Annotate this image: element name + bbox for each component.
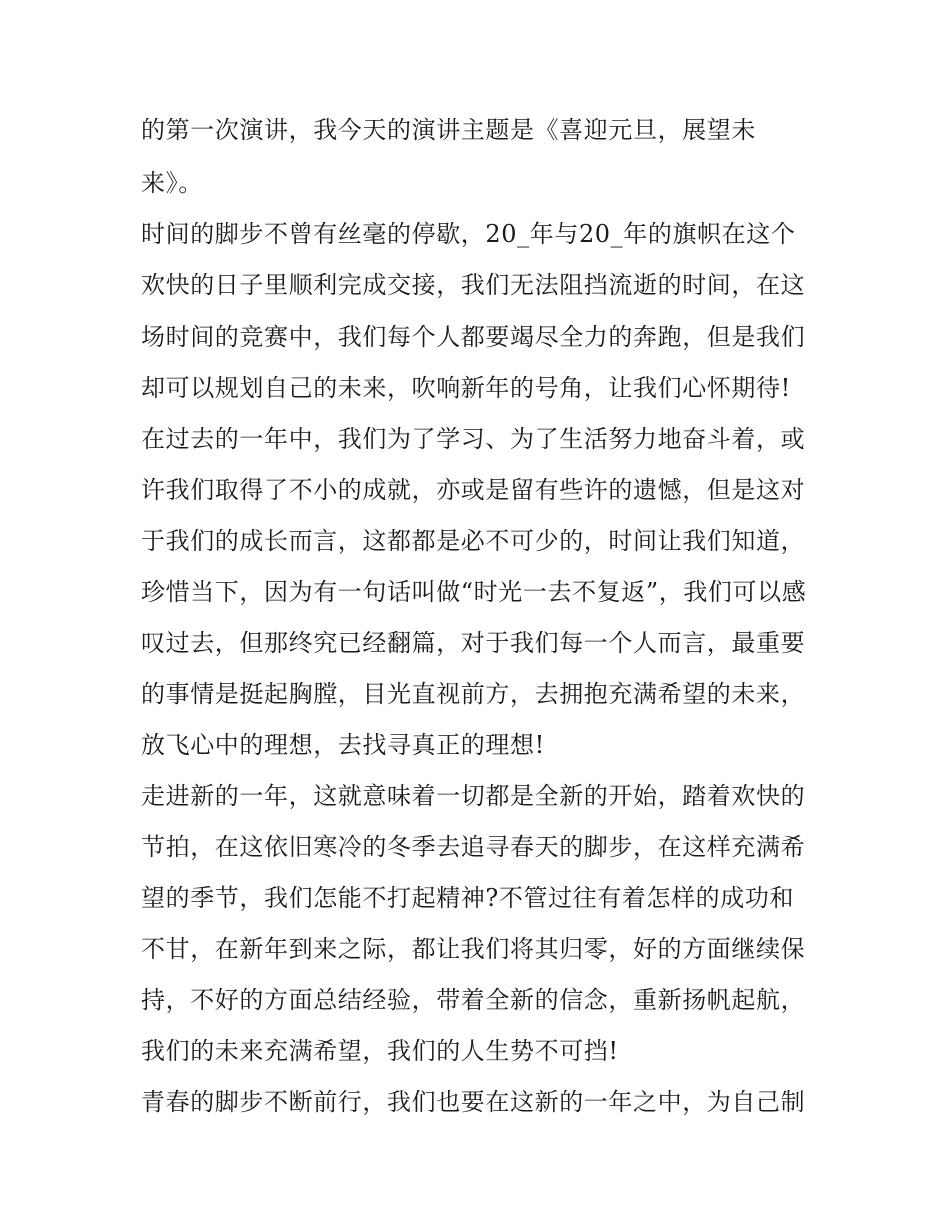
- text-line: 欢快的日子里顺利完成交接，我们无法阻挡流逝的时间，在这: [141, 271, 806, 299]
- text-line: 场时间的竞赛中，我们每个人都要竭尽全力的奔跑，但是我们: [141, 323, 806, 351]
- text-line: 叹过去，但那终究已经翻篇，对于我们每一个人而言，最重要: [141, 629, 806, 657]
- text-line: 时间的脚步不曾有丝毫的停歇，20_年与20_年的旗帜在这个: [141, 220, 796, 248]
- text-line: 却可以规划自己的未来，吹响新年的号角，让我们心怀期待!: [141, 374, 791, 402]
- text-line: 望的季节，我们怎能不打起精神?不管过往有着怎样的成功和: [141, 884, 795, 912]
- text-line: 节拍，在这依旧寒冷的冬季去追寻春天的脚步，在这样充满希: [141, 833, 806, 861]
- text-line: 的第一次演讲，我今天的演讲主题是《喜迎元旦，展望未: [141, 116, 756, 144]
- text-line: 于我们的成长而言，这都都是必不可少的，时间让我们知道，: [141, 527, 806, 555]
- text-line: 珍惜当下，因为有一句话叫做“时光一去不复返”，我们可以感: [141, 578, 807, 606]
- text-line: 我们的未来充满希望，我们的人生势不可挡!: [141, 1037, 619, 1065]
- text-line: 许我们取得了不小的成就，亦或是留有些许的遗憾，但是这对: [141, 476, 806, 504]
- text-line: 放飞心中的理想，去找寻真正的理想!: [141, 731, 545, 759]
- text-line: 的事情是挺起胸膛，目光直视前方，去拥抱充满希望的未来，: [141, 680, 806, 708]
- text-line: 在过去的一年中，我们为了学习、为了生活努力地奋斗着，或: [141, 425, 806, 453]
- text-line: 来》。: [141, 169, 203, 197]
- text-line: 不甘，在新年到来之际，都让我们将其归零，好的方面继续保: [141, 935, 806, 963]
- text-line: 青春的脚步不断前行，我们也要在这新的一年之中，为自己制: [141, 1088, 806, 1116]
- text-line: 持，不好的方面总结经验，带着全新的信念，重新扬帆起航，: [141, 986, 806, 1014]
- text-line: 走进新的一年，这就意味着一切都是全新的开始，踏着欢快的: [141, 782, 806, 810]
